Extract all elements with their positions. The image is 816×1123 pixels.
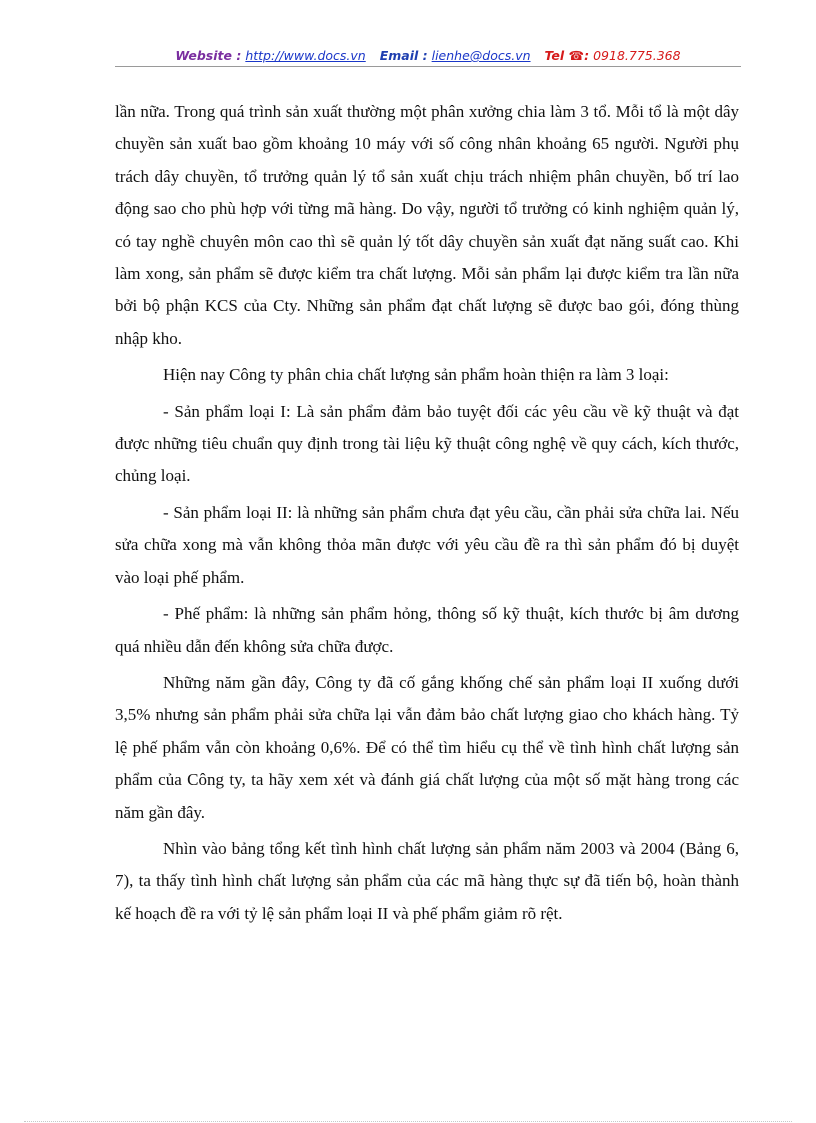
paragraph-continuation: lần nữa. Trong quá trình sản xuất thường một phân xưởng chia làm 3 tổ. Mỗi tổ là một dây chuyền sản xuất bao gồm khoảng 10 máy với số công nhân khoảng 65 người. Người phụ trách dây chuyền, tổ trưởng quản lý tổ sản xuất chịu trách nhiệm phân chuyền, bố trí lao động sao cho phù hợp với từng mã hàng. Do vậy, người tổ trưởng có kinh nghiệm quản lý, có tay nghề chuyên môn cao thì sẽ quản lý tốt dây chuyền sản xuất đạt năng suất cao. Khi làm xong, sản phẩm sẽ được kiểm tra chất lượng. Mỗi sản phẩm lại được kiểm tra lần nữa bởi bộ phận KCS của Cty. Những sản phẩm đạt chất lượng sẽ được bao gói, đóng thùng nhập kho. — [115, 102, 739, 348]
paragraph-summary: Nhìn vào bảng tổng kết tình hình chất lượng sản phẩm năm 2003 và 2004 (Bảng 6, 7), ta thấy tình hình chất lượng sản phẩm của các mã hàng thực sự đã tiến bộ, hoàn thành kế hoạch đề ra với tỷ lệ sản phẩm loại II và phế phẩm giảm rõ rệt. — [115, 838, 739, 923]
page-header — [115, 46, 741, 66]
paragraph-quality-classes: Hiện nay Công ty phân chia chất lượng sản phẩm hoàn thiện ra làm 3 loại: — [163, 365, 669, 385]
header-divider — [115, 66, 741, 67]
tel-label: Tel ☎: — [544, 48, 590, 63]
paragraph-type-two: - Sản phẩm loại II: là những sản phẩm chưa đạt yêu cầu, cần phải sửa chữa lai. Nếu sửa chữa xong mà vẫn không thỏa mãn được với yêu cầu đề ra thì sản phẩm đó bị duyệt vào loại phế phẩm. — [115, 502, 739, 587]
paragraph-recent-years: Những năm gần đây, Công ty đã cố gắng khống chế sản phẩm loại II xuống dưới 3,5% nhưng sản phẩm phải sửa chữa lại vẫn đảm bảo chất lượng giao cho khách hàng. Tỷ lệ phế phẩm vẫn còn khoảng 0,6%. Để có thể tìm hiểu cụ thể về tình hình chất lượng sản phẩm của Công ty, ta hãy xem xét và đánh giá chất lượng của một số mặt hàng trong các năm gần đây. — [115, 672, 739, 822]
tel-value: 0918.775.368 — [593, 48, 681, 63]
email-link[interactable]: lienhe@docs.vn — [431, 48, 531, 63]
paragraph-defects: - Phế phẩm: là những sản phẩm hỏng, thông số kỹ thuật, kích thước bị âm dương quá nhiều dẫn đến không sửa chữa được. — [115, 604, 739, 656]
website-link[interactable]: http://www.docs.vn — [245, 48, 366, 63]
page-bottom-divider — [24, 1121, 792, 1122]
document-body — [115, 96, 739, 930]
website-label: Website : — [175, 48, 242, 63]
paragraph-type-one: - Sản phẩm loại I: Là sản phẩm đảm bảo tuyệt đối các yêu cầu về kỹ thuật và đạt được những tiêu chuẩn quy định trong tài liệu kỹ thuật công nghệ về quy cách, kích thước, chủng loại. — [115, 401, 739, 486]
email-label: Email : — [379, 48, 428, 63]
